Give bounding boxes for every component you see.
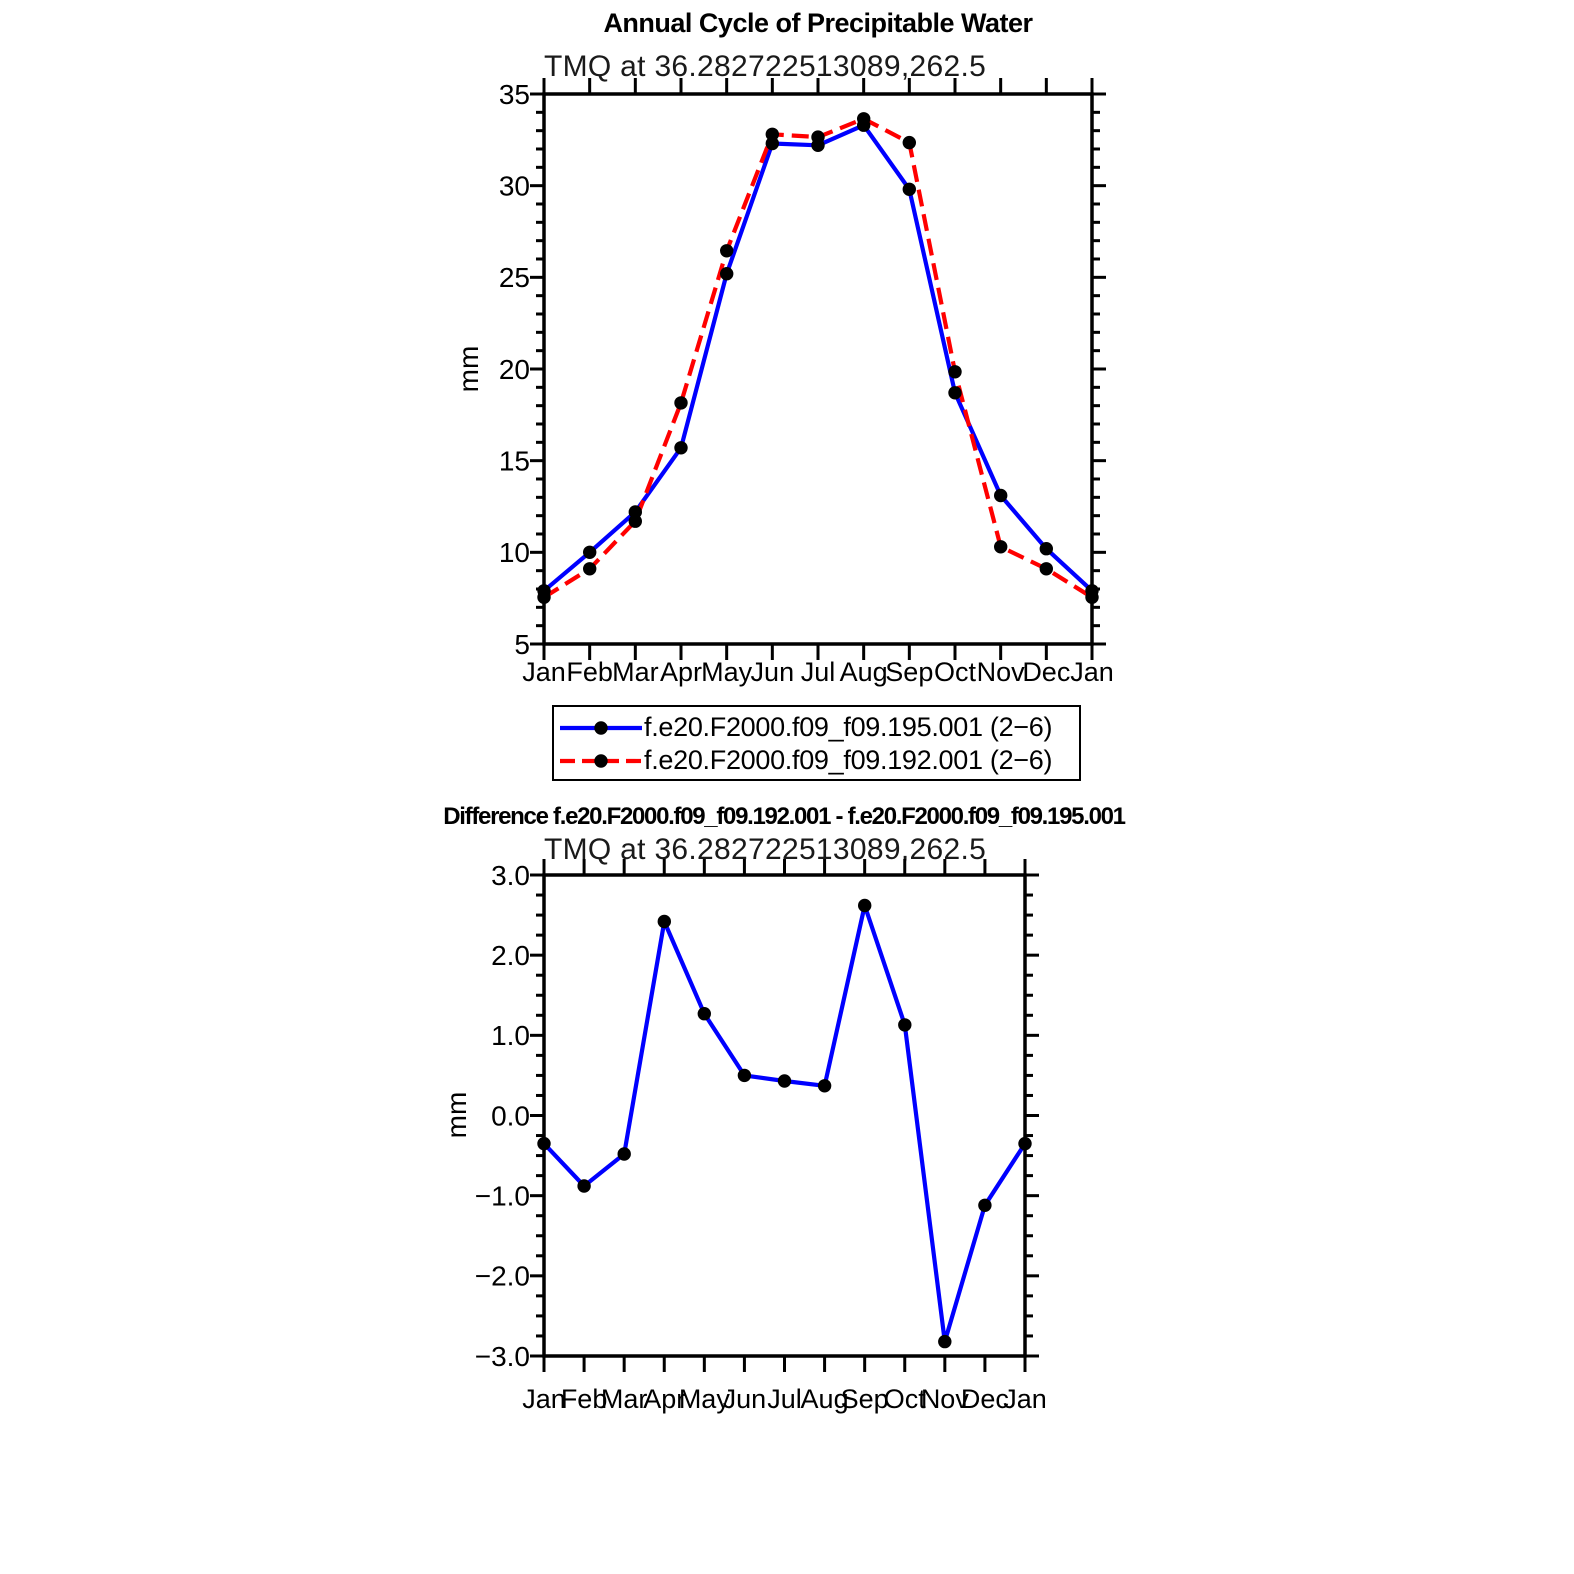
data-point-marker	[698, 1007, 711, 1020]
legend-label-192: f.e20.F2000.f09_f09.192.001 (2−6)	[644, 745, 1053, 775]
data-point-marker	[858, 899, 871, 912]
data-point-marker	[658, 915, 671, 928]
data-point-marker	[738, 1069, 751, 1082]
y-tick-label: 20	[498, 353, 530, 385]
data-point-marker	[1018, 1137, 1031, 1150]
y-tick-label: 15	[498, 445, 530, 477]
month-label: Oct	[933, 657, 977, 687]
month-label: Mar	[600, 1384, 648, 1414]
month-label: May	[678, 1384, 730, 1414]
y-tick-label: 35	[498, 78, 530, 110]
month-label: Apr	[643, 1384, 686, 1414]
month-label: Jan	[1070, 657, 1114, 687]
y-tick-label: 0.0	[491, 1100, 530, 1132]
y-tick-label: 25	[498, 262, 530, 294]
month-label: Dec	[960, 1384, 1009, 1414]
month-label: Mar	[612, 657, 659, 687]
y-tick-label: 2.0	[491, 939, 530, 971]
month-label: Apr	[659, 657, 703, 687]
month-label: Dec	[1022, 657, 1071, 687]
y-axis-title: mm	[440, 1091, 472, 1139]
month-label: Jan	[522, 1384, 566, 1414]
bottom-chart-subtitle: TMQ at 36.282722513089,262.5	[544, 833, 987, 866]
month-label: Aug	[800, 1384, 849, 1414]
y-axis-title: mm	[452, 345, 484, 393]
data-point-marker	[618, 1147, 631, 1160]
top-chart-subtitle: TMQ at 36.282722513089,262.5	[544, 50, 987, 83]
month-label: Oct	[883, 1384, 926, 1414]
y-tick-label: 5	[514, 628, 530, 660]
y-tick-label: −1.0	[474, 1180, 530, 1212]
data-point-marker	[978, 1199, 991, 1212]
month-label: Jan	[1003, 1384, 1047, 1414]
data-point-marker	[818, 1079, 831, 1092]
top-chart-title: Annual Cycle of Precipitable Water	[603, 8, 1033, 38]
y-tick-label: −2.0	[474, 1260, 530, 1292]
month-label: Jul	[800, 657, 836, 687]
month-label: Jun	[750, 657, 795, 687]
month-label: Jan	[522, 657, 566, 687]
month-label: Jun	[722, 1384, 767, 1414]
month-label: Feb	[560, 1384, 608, 1414]
month-label: Sep	[885, 657, 934, 687]
y-tick-label: 1.0	[491, 1020, 530, 1052]
legend-label-195: f.e20.F2000.f09_f09.195.001 (2−6)	[644, 712, 1053, 742]
month-label: May	[701, 657, 753, 687]
month-label: Aug	[839, 657, 888, 687]
month-label: Jul	[767, 1384, 802, 1414]
data-point-marker	[898, 1018, 911, 1031]
plot-frame	[544, 875, 1025, 1356]
y-tick-label: −3.0	[474, 1340, 530, 1372]
y-tick-label: 10	[498, 537, 530, 569]
month-label: Nov	[920, 1384, 969, 1414]
month-label: Sep	[840, 1384, 889, 1414]
series-line-0	[544, 906, 1025, 1342]
data-point-marker	[938, 1335, 951, 1348]
month-label: Nov	[976, 657, 1025, 687]
data-point-marker	[778, 1074, 791, 1087]
month-label: Feb	[566, 657, 613, 687]
data-point-marker	[537, 1137, 550, 1150]
bottom-chart-title: Difference f.e20.F2000.f09_f09.192.001 - f.e20.F2000.f09_f09.195.001	[443, 803, 1125, 830]
data-point-marker	[577, 1179, 590, 1192]
y-tick-label: 3.0	[491, 859, 530, 891]
y-tick-label: 30	[498, 170, 530, 202]
